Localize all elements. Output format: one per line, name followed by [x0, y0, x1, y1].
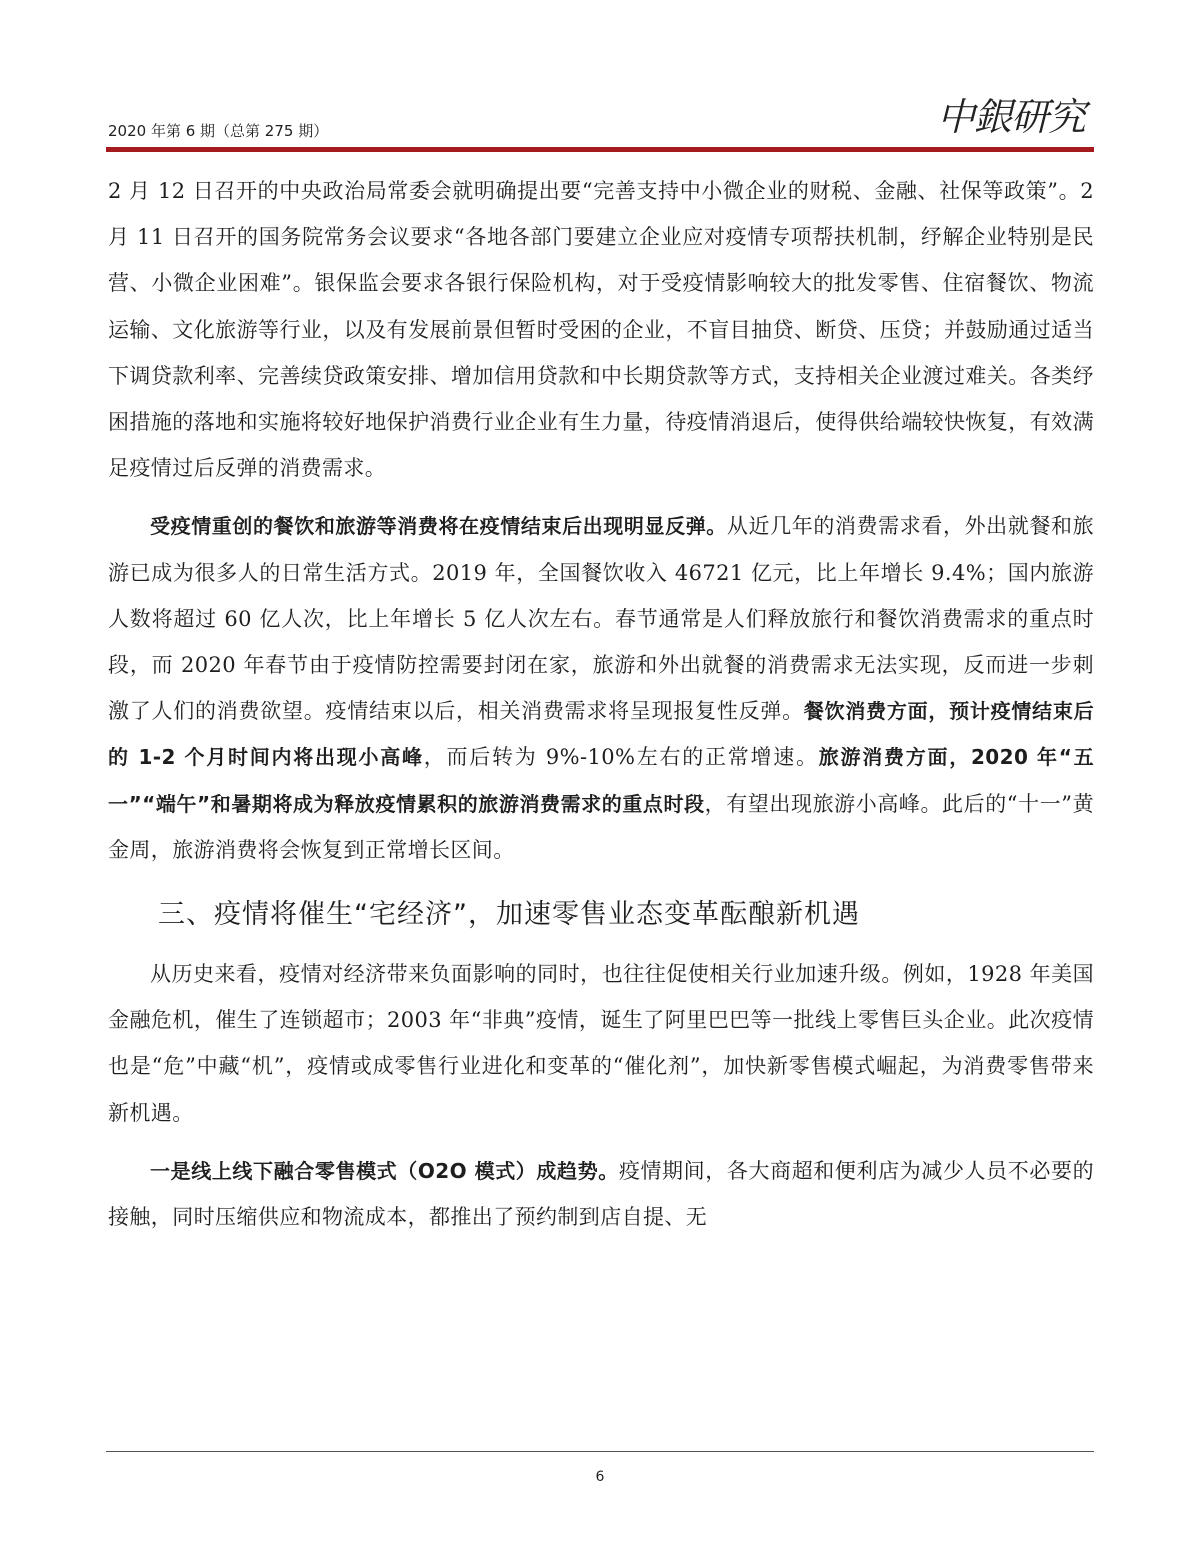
paragraph-text: ，而后转为 9%-10%左右的正常增速。: [423, 745, 819, 770]
paragraph-text: ，有望出现旅游小高峰。此后的“十一”黄金周，旅游消费将会恢复到正常增长区间。: [108, 791, 1094, 862]
header-rule: [106, 147, 1094, 152]
bold-lead: 受疫情重创的餐饮和旅游等消费将在疫情结束后出现明显反弹。: [150, 514, 727, 539]
paragraph-o2o: [108, 1148, 1094, 1240]
paragraph-text: 从近几年的消费需求看，外出就餐和旅游已成为很多人的日常生活方式。2019 年，全国餐饮收入 46721 亿元，比上年增长 9.4%；国内旅游人数将超过 60 亿人次，比上年增长 5 亿人次左右。春节通常是人们释放旅行和餐饮消费需求的重点时段，而 2020 年春节由于疫情防控需要封闭在家，旅游和外出就餐的消费需求无法实现，反而进一步刺激了人们的消费欲望。疫情结束以后，相关消费需求将呈现报复性反弹。: [108, 514, 1094, 724]
logo-calligraphy: [935, 88, 1095, 143]
logo: [935, 88, 1095, 143]
logo-text: 中銀研究: [937, 95, 1086, 139]
paragraph-text: 疫情期间，各大商超和便利店为减少人员不必要的接触，同时压缩供应和物流成本，都推出了预约制到店自提、无: [108, 1158, 1094, 1230]
paragraph-history: 从历史来看，疫情对经济带来负面影响的同时，也往往促使相关行业加速升级。例如，1928 年美国金融危机，催生了连锁超市；2003 年“非典”疫情，诞生了阿里巴巴等一批线上零售巨头企业。此次疫情也是“危”中藏“机”，疫情或成零售行业进化和变革的“催化剂”，加快新零售模式崛起，为消费零售带来新机遇。: [108, 962, 1094, 1125]
bold-catering: 餐饮消费方面，预计疫情结束后的 1-2 个月时间内将出现小高峰: [108, 699, 1094, 770]
article-body: [108, 168, 1094, 1240]
bold-lead: 一是线上线下融合零售模式（O2O 模式）成趋势。: [150, 1158, 619, 1183]
section-title: 三、疫情将催生“宅经济”，加速零售业态变革酝酿新机遇: [158, 899, 860, 931]
bold-tourism: 旅游消费方面，2020 年“五一”“端午”和暑期将成为释放疫情累积的旅游消费需求的重点时段: [108, 745, 1095, 816]
paragraph-consumption-rebound: [108, 503, 1094, 873]
issue-label: 2020 年第 6 期（总第 275 期）: [108, 122, 329, 140]
footer-rule: [106, 1451, 1094, 1452]
page-number: 6: [595, 1469, 605, 1485]
paragraph-policy-support: 2 月 12 日召开的中央政治局常委会就明确提出要“完善支持中小微企业的财税、金融、社保等政策”。2 月 11 日召开的国务院常务会议要求“各地各部门要建立企业应对疫情专项帮扶机制，纾解企业特别是民营、小微企业困难”。银保监会要求各银行保险机构，对于受疫情影响较大的批发零售、住宿餐饮、物流运输、文化旅游等行业，以及有发展前景但暂时受困的企业，不盲目抽贷、断贷、压贷；并鼓励通过适当下调贷款利率、完善续贷政策安排、增加信用贷款和中长期贷款等方式，支持相关企业渡过难关。各类纾困措施的落地和实施将较好地保护消费行业企业有生力量，待疫情消退后，使得供给端较快恢复，有效满足疫情过后反弹的消费需求。: [108, 179, 1094, 481]
